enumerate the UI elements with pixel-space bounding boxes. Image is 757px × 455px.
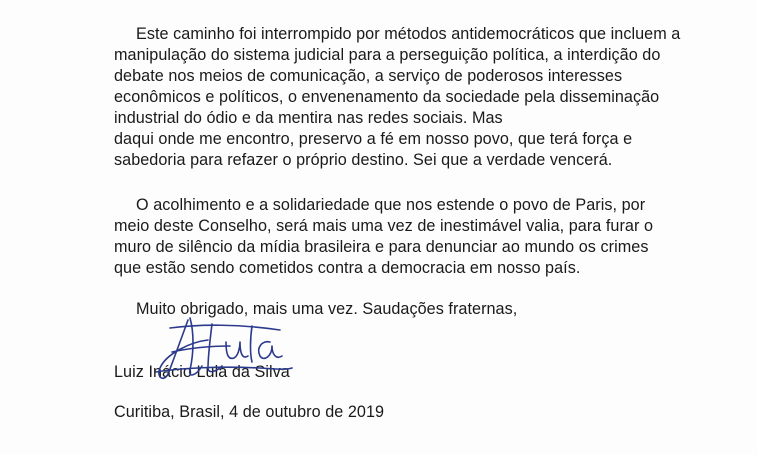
paragraph-1-line-4: econômicos e políticos, o envenenamento da sociedade pela disseminação (114, 88, 660, 106)
paragraph-2-line-3: muro de silêncio da mídia brasileira e para denunciar ao mundo os crimes (114, 238, 649, 256)
paragraph-1-line-1: Este caminho foi interrompido por métodos antidemocráticos que incluem a (136, 25, 681, 43)
paragraph-1-line-6: daqui onde me encontro, preservo a fé em nosso povo, que terá força e (114, 130, 633, 148)
paragraph-1-line-5: industrial do ódio e da mentira nas redes sociais. Mas (114, 109, 503, 127)
signatory-name: Luiz Inácio Lula da Silva (114, 363, 290, 381)
closing-line: Muito obrigado, mais uma vez. Saudações fraternas, (136, 300, 518, 318)
paragraph-1-line-2: manipulação do sistema judicial para a perseguição política, a interdição do (114, 46, 661, 64)
paragraph-2-line-1: O acolhimento e a solidariedade que nos estende o povo de Paris, por (136, 196, 646, 214)
paragraph-1-line-7: sabedoria para refazer o próprio destino. Sei que a verdade vencerá. (114, 151, 613, 169)
paragraph-2-line-4: que estão sendo cometidos contra a democracia em nosso país. (114, 259, 581, 277)
paragraph-2-line-2: meio deste Conselho, será mais uma vez de inestimável valia, para furar o (114, 217, 653, 235)
paragraph-1-line-3: debate nos meios de comunicação, a serviço de poderosos interesses (114, 67, 623, 85)
place-and-date: Curitiba, Brasil, 4 de outubro de 2019 (114, 403, 385, 421)
